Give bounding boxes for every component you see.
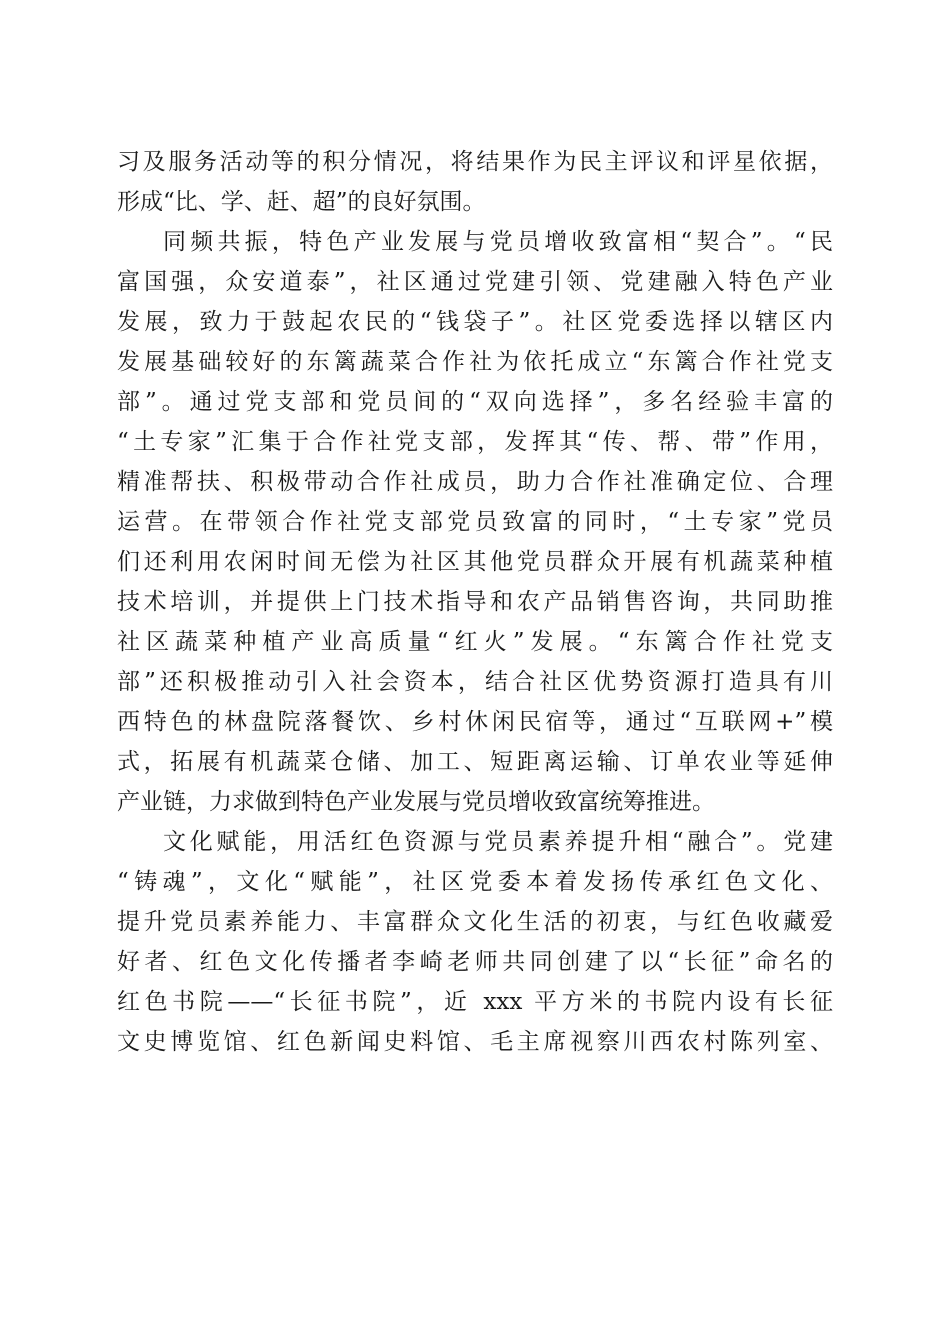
text-line: 富国强，众安道泰”，社区通过党建引领、党建融入特色产业 <box>117 269 833 295</box>
text-line: 们还利用农闲时间无偿为社区其他党员群众开展有机蔬菜种植 <box>117 549 833 575</box>
text-line: 形成“比、学、赶、超”的良好氛围。 <box>117 189 486 215</box>
text-line: 习及服务活动等的积分情况，将结果作为民主评议和评星依据， <box>117 149 833 175</box>
paragraph-first-line: 文化赋能，用活红色资源与党员素养提升相“融合”。党建 <box>163 829 833 855</box>
body-text <box>117 142 833 1062</box>
text-line: 文史博览馆、红色新闻史料馆、毛主席视察川西农村陈列室、 <box>117 1029 833 1055</box>
text-line: 发展基础较好的东篱蔬菜合作社为依托成立“东篱合作社党支 <box>117 349 833 375</box>
text-line: “土专家”汇集于合作社党支部，发挥其“传、帮、带”作用， <box>117 429 833 455</box>
text-line: 好者、红色文化传播者李崎老师共同创建了以“长征”命名的 <box>117 949 833 975</box>
text-line: 红色书院——“长征书院”，近 xxx 平方米的书院内设有长征 <box>117 989 833 1015</box>
text-line: 发展，致力于鼓起农民的“钱袋子”。社区党委选择以辖区内 <box>117 309 833 335</box>
text-line: 运营。在带领合作社党支部党员致富的同时，“土专家”党员 <box>117 509 833 535</box>
text-line: 提升党员素养能力、丰富群众文化生活的初衷，与红色收藏爱 <box>117 909 833 935</box>
text-line: 部”。通过党支部和党员间的“双向选择”，多名经验丰富的 <box>117 389 833 415</box>
text-line: 技术培训，并提供上门技术指导和农产品销售咨询，共同助推 <box>117 589 833 615</box>
text-line: 西特色的林盘院落餐饮、乡村休闲民宿等，通过“互联网+”模 <box>117 709 833 735</box>
text-line: 产业链，力求做到特色产业发展与党员增收致富统筹推进。 <box>117 789 715 815</box>
text-line: 式，拓展有机蔬菜仓储、加工、短距离运输、订单农业等延伸 <box>117 749 833 775</box>
paragraph-first-line: 同频共振，特色产业发展与党员增收致富相“契合”。“民 <box>163 229 833 255</box>
text-line: 精准帮扶、积极带动合作社成员，助力合作社准确定位、合理 <box>117 469 833 495</box>
text-line: “铸魂”，文化“赋能”，社区党委本着发扬传承红色文化、 <box>117 869 833 895</box>
text-line: 社区蔬菜种植产业高质量“红火”发展。“东篱合作社党支 <box>117 629 833 655</box>
text-line: 部”还积极推动引入社会资本，结合社区优势资源打造具有川 <box>117 669 833 695</box>
